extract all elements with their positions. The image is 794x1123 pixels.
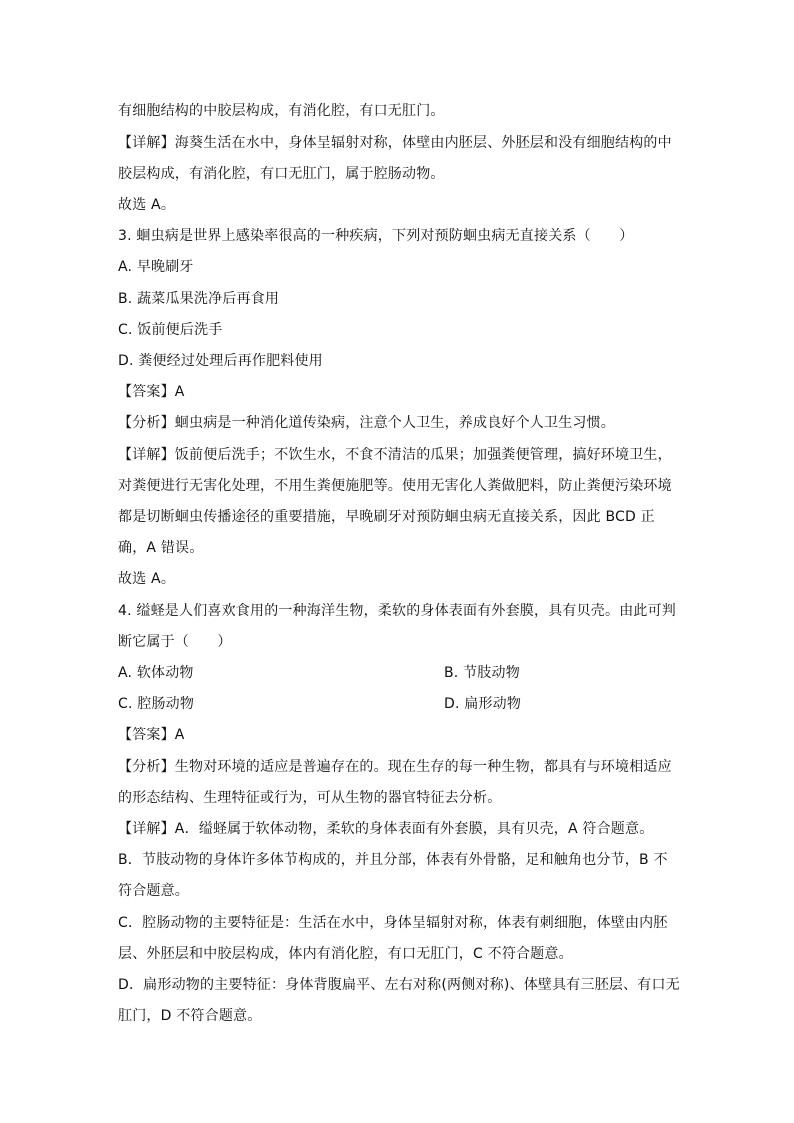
text-line: D．扁形动物的主要特征：身体背腹扁平、左右对称(两侧对称)、体壁具有三胚层、有口无 bbox=[118, 977, 680, 993]
text-line: 胶层构成，有消化腔，有口无肛门，属于腔肠动物。 bbox=[118, 166, 445, 182]
text-line: 有细胞结构的中胶层构成，有消化腔，有口无肛门。 bbox=[118, 103, 445, 119]
answer-line: 【答案】A bbox=[118, 727, 185, 743]
analysis-line: 【分析】生物对环境的适应是普遍存在的。现在生存的每一种生物，都具有与环境相适应 bbox=[118, 759, 672, 775]
explanation-line: 【详解】A．缢蛏属于软体动物，柔软的身体表面有外套膜，具有贝壳，A 符合题意。 bbox=[118, 821, 654, 837]
answer-line: 【答案】A bbox=[118, 384, 185, 400]
option-b: B. 节肢动物 bbox=[444, 665, 520, 681]
text-line: 符合题意。 bbox=[118, 883, 189, 899]
text-line: C．腔肠动物的主要特征是：生活在水中，身体呈辐射对称，体表有刺细胞，体壁由内胚 bbox=[118, 915, 668, 931]
option-d: D. 扁形动物 bbox=[444, 696, 522, 712]
option-b: B. 蔬菜瓜果洗净后再食用 bbox=[118, 291, 280, 307]
text-line: 故选 A。 bbox=[118, 197, 176, 213]
text-line: B．节肢动物的身体许多体节构成的，并且分部，体表有外骨骼，足和触角也分节，B 不 bbox=[118, 852, 668, 868]
text-line: 对粪便进行无害化处理，不用生粪便施肥等。使用无害化人粪做肥料，防止粪便污染环境 bbox=[118, 478, 672, 494]
option-c: C. 腔肠动物 bbox=[118, 696, 195, 712]
text-line: 【详解】海葵生活在水中，身体呈辐射对称，体壁由内胚层、外胚层和没有细胞结构的中 bbox=[118, 135, 672, 151]
option-c: C. 饭前便后洗手 bbox=[118, 322, 223, 338]
question-4: 4. 缢蛏是人们喜欢食用的一种海洋生物，柔软的身体表面有外套膜，具有贝壳。由此可判 bbox=[118, 603, 677, 619]
option-a: A. 软体动物 bbox=[118, 665, 194, 681]
question-3: 3. 蛔虫病是世界上感染率很高的一种疾病，下列对预防蛔虫病无直接关系（ ） bbox=[118, 228, 634, 244]
option-d: D. 粪便经过处理后再作肥料使用 bbox=[118, 353, 323, 369]
text-line: 断它属于（ ） bbox=[118, 634, 232, 650]
text-line: 肛门，D 不符合题意。 bbox=[118, 1008, 262, 1024]
analysis-line: 【分析】蛔虫病是一种消化道传染病，注意个人卫生，养成良好个人卫生习惯。 bbox=[118, 415, 615, 431]
text-line: 的形态结构、生理特征或行为，可从生物的器官特征去分析。 bbox=[118, 790, 502, 806]
text-line: 层、外胚层和中胶层构成，体内有消化腔，有口无肛门，C 不符合题意。 bbox=[118, 946, 573, 962]
explanation-line: 【详解】饭前便后洗手；不饮生水，不食不清洁的瓜果；加强粪便管理，搞好环境卫生， bbox=[118, 447, 672, 463]
option-a: A. 早晚刷牙 bbox=[118, 259, 194, 275]
text-line: 都是切断蛔虫传播途径的重要措施，早晚刷牙对预防蛔虫病无直接关系，因此 BCD 正 bbox=[118, 509, 655, 525]
text-line: 确，A 错误。 bbox=[118, 540, 204, 556]
text-line: 故选 A。 bbox=[118, 571, 176, 587]
